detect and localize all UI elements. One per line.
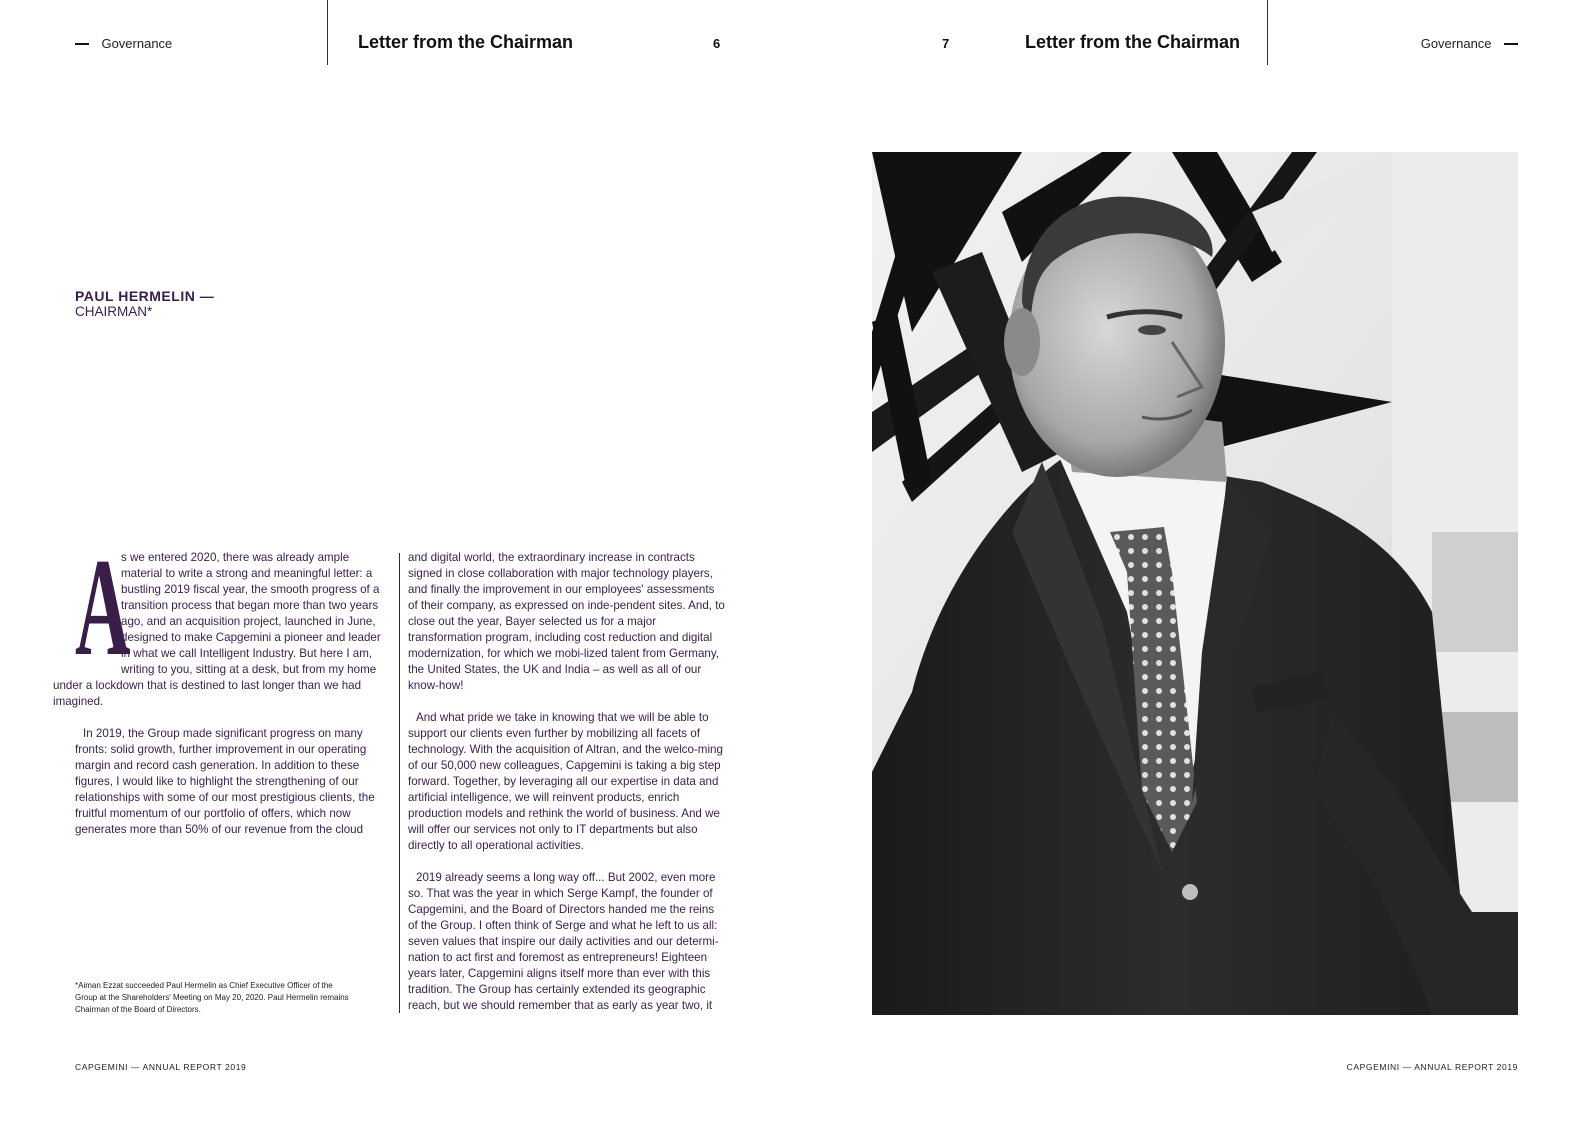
footer-left: CAPGEMINI — ANNUAL REPORT 2019 bbox=[75, 1062, 247, 1072]
column-divider bbox=[399, 553, 400, 1013]
paragraph: In 2019, the Group made significant progress on many fronts: solid growth, further improvement in our operating margin and record cash generation. In addition to these figures, I would like to highlight the strengthening of our relationships with some of our most prestigious clients, the fruitful momentum of our portfolio of offers, which now generates more than 50% of our revenue from the cloud bbox=[75, 727, 375, 836]
author-role: CHAIRMAN* bbox=[75, 304, 153, 319]
dash-icon bbox=[1504, 43, 1518, 45]
footer-right: CAPGEMINI — ANNUAL REPORT 2019 bbox=[1346, 1062, 1518, 1072]
paragraph: s we entered 2020, there was already ample material to write a strong and meaningful letter: a bustling 2019 fiscal year, the smooth progress of a transition process that began more than two years ago, and an acquisition project, launched in June, designed to make Capgemini a pioneer and leader in what we call Intelligent Industry. But here I am, writing to you, sitting at a desk, but from my home under a lockdown that is destined to last longer than we had imagined. bbox=[53, 551, 381, 708]
page-title-right: Letter from the Chairman bbox=[1025, 32, 1241, 52]
chairman-portrait-photo bbox=[872, 152, 1518, 1015]
section-label-left: Governance bbox=[101, 36, 173, 51]
drop-cap: A bbox=[75, 530, 131, 685]
header-divider-right bbox=[1267, 0, 1268, 65]
paragraph: 2019 already seems a long way off... But 2002, even more so. That was the year in which Serge Kampf, the founder of Capgemini, and the Board of Directors handed me the reins of the Group. I often think of Serge and what he left to us all: seven values that inspire our daily activities and our determi-nation to act first and foremost as entrepreneurs! Eighteen years later, Capgemini aligns itself more than ever with this tradition. The Group has certainly extended its geographic reach, but we should remember that as early as year two, it bbox=[408, 871, 719, 1012]
paragraph: and digital world, the extraordinary increase in contracts signed in close collaboration with major technology players, and finally the improvement in our employees' assessments of their company, as expressed on inde-pendent sites. And, to close out the year, Bayer selected us for a major transformation program, including cost reduction and digital modernization, for which we mobi-lized talent from Germany, the United States, the UK and India – as well as all of our know-how! bbox=[408, 551, 725, 692]
author-name: PAUL HERMELIN — bbox=[75, 288, 215, 304]
page-title-left: Letter from the Chairman bbox=[358, 32, 574, 52]
header-right-section bbox=[1421, 35, 1518, 53]
paragraph: And what pride we take in knowing that we will be able to support our clients even further by mobilizing all facets of technology. With the acquisition of Altran, and the welco-ming of our 50,000 new colleagues, Capgemini is taking a big step forward. Together, by leveraging all our expertise in data and artificial intelligence, we will reinvent products, enrich production models and rethink the world of business. And we will offer our services not only to IT departments but also directly to all operational activities. bbox=[408, 711, 723, 852]
header-divider-left bbox=[327, 0, 328, 65]
page-number-left: 6 bbox=[713, 36, 721, 51]
page-number-right: 7 bbox=[942, 36, 950, 51]
author-block bbox=[75, 288, 214, 319]
article-column-1 bbox=[53, 530, 391, 854]
header-left-section bbox=[75, 35, 172, 53]
portrait-image bbox=[872, 152, 1518, 1015]
article-column-2 bbox=[408, 550, 726, 1030]
footnote: *Aiman Ezzat succeeded Paul Hermelin as Chief Executive Officer of the Group at the Shareholders' Meeting on May 20, 2020. Paul Hermelin remains Chairman of the Board of Directors. bbox=[75, 981, 349, 1014]
section-label-right: Governance bbox=[1420, 36, 1492, 51]
dash-icon bbox=[75, 43, 89, 45]
